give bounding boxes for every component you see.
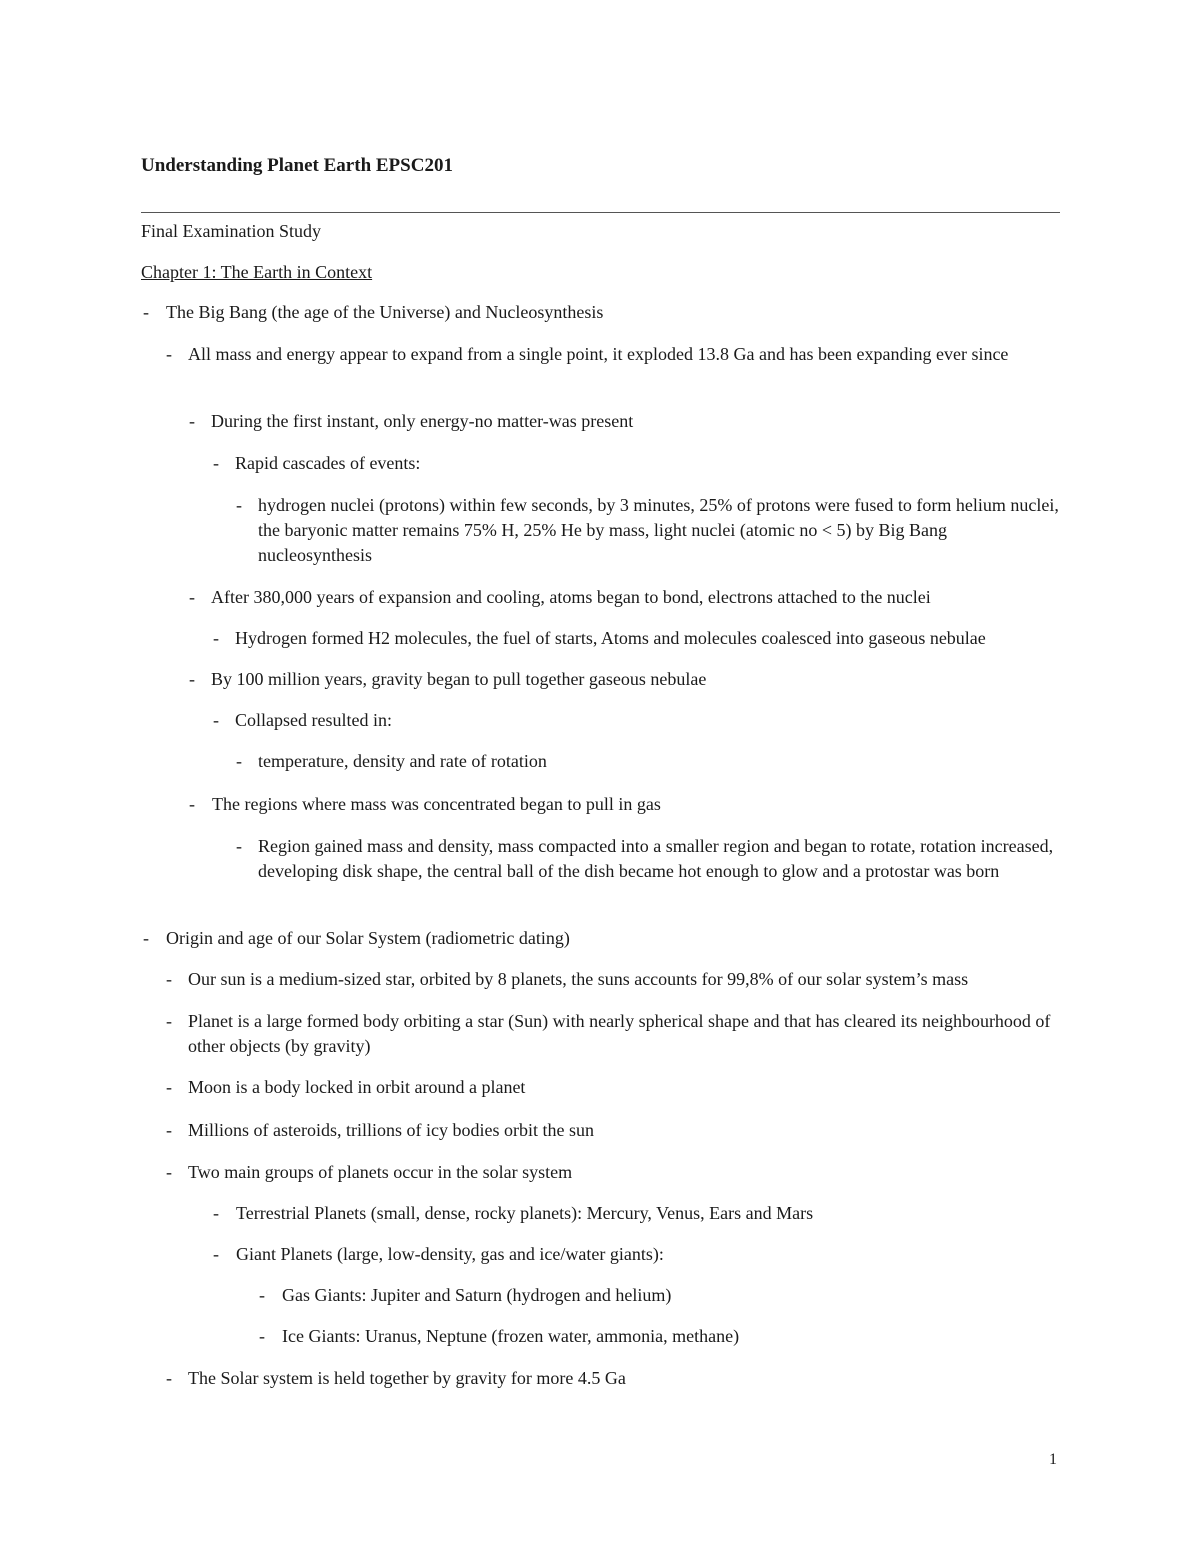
list-item-text: hydrogen nuclei (protons) within few seconds, by 3 minutes, 25% of protons were fused to form helium nuclei, the baryonic matter remains 75% H, 25% He by mass, light nuclei (atomic no < 5) by Big Bang nucleosynthesis (258, 495, 1059, 565)
list-item-text: The regions where mass was concentrated began to pull in gas (212, 794, 661, 814)
list-item (189, 409, 1060, 434)
chapter-heading: Chapter 1: The Earth in Context (141, 262, 373, 282)
list-item-text: Hydrogen formed H2 molecules, the fuel of starts, Atoms and molecules coalesced into gaseous nebulae (235, 628, 986, 648)
bullet-dash: - (213, 710, 219, 730)
list-item-text: After 380,000 years of expansion and cooling, atoms began to bond, electrons attached to the nuclei (211, 587, 931, 607)
bullet-dash: - (213, 453, 219, 473)
bullet-dash: - (166, 1077, 172, 1097)
list-item (166, 1366, 1060, 1391)
bullet-dash: - (166, 969, 172, 989)
bullet-dash: - (166, 344, 172, 364)
list-item (189, 792, 1060, 817)
list-item (166, 342, 1060, 367)
list-item-text: Moon is a body locked in orbit around a planet (188, 1077, 526, 1097)
list-item (259, 1324, 1060, 1349)
list-item (213, 626, 1060, 651)
list-item-text: Origin and age of our Solar System (radiometric dating) (166, 928, 570, 948)
list-item-text: Rapid cascades of events: (235, 453, 421, 473)
bullet-dash: - (189, 587, 195, 607)
list-item-text: Collapsed resulted in: (235, 710, 392, 730)
title-divider (141, 212, 1060, 213)
document-subtitle: Final Examination Study (141, 221, 321, 241)
bullet-dash: - (166, 1011, 172, 1031)
list-item (166, 1118, 1060, 1143)
list-item (166, 1160, 1060, 1185)
list-item (236, 493, 1060, 568)
bullet-dash: - (189, 794, 195, 814)
list-item-text: Planet is a large formed body orbiting a star (Sun) with nearly spherical shape and that has cleared its neighbourhood of other objects (by gravity) (188, 1011, 1051, 1056)
bullet-dash: - (166, 1162, 172, 1182)
list-item-text: The Big Bang (the age of the Universe) and Nucleosynthesis (166, 302, 604, 322)
list-item (143, 926, 1060, 951)
list-item (259, 1283, 1060, 1308)
bullet-dash: - (166, 1368, 172, 1388)
bullet-dash: - (213, 1244, 219, 1264)
list-item (213, 1242, 1060, 1267)
bullet-dash: - (213, 628, 219, 648)
list-item (189, 667, 1060, 692)
page-number: 1 (1049, 1451, 1057, 1468)
list-item-text: During the first instant, only energy-no matter-was present (211, 411, 634, 431)
list-item (166, 967, 1060, 992)
list-item (213, 1201, 1060, 1226)
bullet-dash: - (213, 1203, 219, 1223)
list-item-text: Our sun is a medium-sized star, orbited by 8 planets, the suns accounts for 99,8% of our solar system’s mass (188, 969, 969, 989)
bullet-dash: - (259, 1326, 265, 1346)
list-item (236, 834, 1060, 884)
list-item-text: Region gained mass and density, mass compacted into a smaller region and began to rotate, rotation increased, developing disk shape, the central ball of the dish became hot enough to glow and a protostar was born (258, 836, 1054, 881)
bullet-dash: - (143, 302, 149, 322)
list-item-text: Terrestrial Planets (small, dense, rocky planets): Mercury, Venus, Ears and Mars (236, 1203, 814, 1223)
list-item-text: Millions of asteroids, trillions of icy bodies orbit the sun (188, 1120, 594, 1140)
list-item-text: The Solar system is held together by gravity for more 4.5 Ga (188, 1368, 626, 1388)
list-item-text: Two main groups of planets occur in the solar system (188, 1162, 573, 1182)
list-item (166, 1075, 1060, 1100)
bullet-dash: - (236, 836, 242, 856)
bullet-dash: - (259, 1285, 265, 1305)
list-item (213, 708, 1060, 733)
bullet-dash: - (189, 411, 195, 431)
list-item-text: By 100 million years, gravity began to pull together gaseous nebulae (211, 669, 707, 689)
bullet-dash: - (166, 1120, 172, 1140)
bullet-dash: - (236, 751, 242, 771)
list-item-text: All mass and energy appear to expand from a single point, it exploded 13.8 Ga and has been expanding ever since (188, 344, 1009, 364)
list-item-text: Ice Giants: Uranus, Neptune (frozen water, ammonia, methane) (282, 1326, 740, 1346)
document-title: Understanding Planet Earth EPSC201 (141, 155, 453, 176)
list-item (213, 451, 1060, 476)
list-item-text: Giant Planets (large, low-density, gas and ice/water giants): (236, 1244, 664, 1264)
list-item (143, 300, 1060, 325)
bullet-dash: - (236, 495, 242, 515)
list-item-text: temperature, density and rate of rotation (258, 751, 547, 771)
list-item (166, 1009, 1060, 1059)
list-item (236, 749, 1060, 774)
bullet-dash: - (189, 669, 195, 689)
bullet-dash: - (143, 928, 149, 948)
list-item-text: Gas Giants: Jupiter and Saturn (hydrogen and helium) (282, 1285, 672, 1305)
list-item (189, 585, 1060, 610)
